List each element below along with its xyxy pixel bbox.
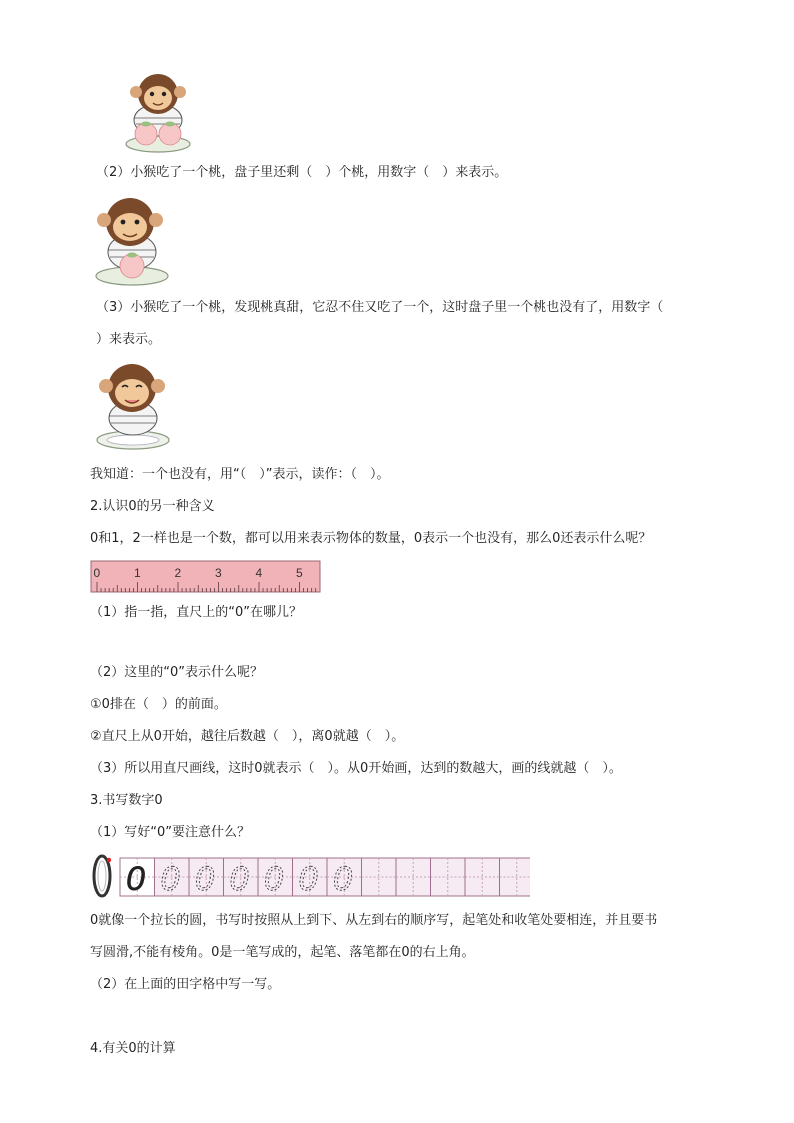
- writing-practice-grid: [90, 852, 530, 900]
- section-3-heading: 3.书写数字0: [90, 793, 163, 808]
- section-3-para-line-1: 0就像一个拉长的圆，书写时按照从上到下、从左到右的顺序写，起笔处和收笔处要相连，并且要书: [90, 913, 658, 928]
- section-2-q2-item-a: ①0排在（ ）的前面。: [90, 697, 227, 712]
- monkey-empty-plate-illustration: [92, 360, 174, 452]
- tracing-digit: 0: [264, 860, 283, 898]
- tracing-digit: 0: [333, 860, 352, 898]
- section-3-q1: （1）写好“0”要注意什么？: [90, 825, 251, 840]
- ruler-label: 1: [134, 566, 141, 580]
- example-digit: 0: [126, 860, 145, 898]
- question-2-line: （2）小猴吃了一个桃，盘子里还剩（ ）个桃，用数字（ ）来表示。: [96, 165, 508, 180]
- stroke-order-zero-icon: [94, 856, 110, 896]
- section-2-intro: 0和1，2一样也是一个数，都可以用来表示物体的数量，0表示一个也没有，那么0还表示什么呢？: [90, 531, 652, 546]
- section-3-para-line-2: 写圆滑,不能有棱角。0是一笔写成的，起笔、落笔都在0的右上角。: [90, 945, 475, 960]
- ruler-label: 2: [174, 566, 182, 580]
- monkey-two-peaches-illustration: [118, 70, 198, 156]
- ruler-illustration: [90, 560, 322, 594]
- section-2-q1: （1）指一指，直尺上的“0”在哪儿？: [90, 605, 303, 620]
- section-2-q2: （2）这里的“0”表示什么呢？: [90, 665, 264, 680]
- ruler-label: 3: [215, 566, 222, 580]
- ruler-label: 0: [93, 566, 101, 580]
- ruler-label: 5: [296, 566, 303, 580]
- tracing-digit: 0: [160, 860, 180, 898]
- question-3-line-2: ）来表示。: [96, 332, 162, 347]
- tracing-digit: 0: [229, 860, 249, 898]
- monkey-one-peach-illustration: [90, 194, 176, 286]
- ruler-label: 4: [255, 566, 263, 580]
- section-4-heading: 4.有关0的计算: [90, 1041, 176, 1056]
- question-3-line-1: （3）小猴吃了一个桃，发现桃真甜，它忍不住又吃了一个，这时盘子里一个桃也没有了，用数字（: [96, 300, 664, 315]
- tracing-digit: 0: [298, 860, 318, 898]
- section-2-q2-item-b: ②直尺上从0开始，越往后数越（ ），离0就越（ ）。: [90, 729, 405, 744]
- section-2-q3: （3）所以用直尺画线，这时0就表示（ ）。从0开始画，达到的数越大，画的线就越（ ）。: [90, 761, 622, 776]
- tracing-digit: 0: [195, 860, 214, 898]
- i-know-line: 我知道：一个也没有，用“（ ）”表示，读作：（ ）。: [90, 467, 390, 482]
- section-3-q2: （2）在上面的田字格中写一写。: [90, 977, 281, 992]
- section-2-heading: 2.认识0的另一种含义: [90, 499, 215, 514]
